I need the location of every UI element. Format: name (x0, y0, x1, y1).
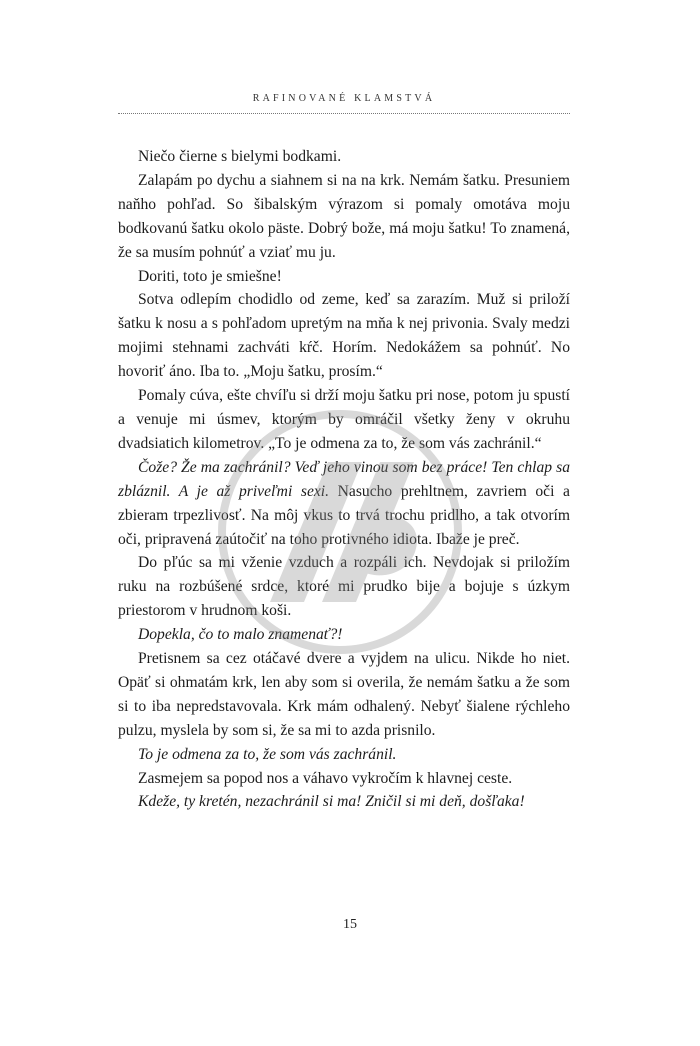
header-divider (118, 113, 570, 114)
paragraph-continuation: Nasucho prehltnem, zavriem oči a zbieram trpezlivosť. Na môj vkus to trvá trochu pridlho, a tak otvorím oči, pripravená zaútočiť na toho protivného idiota. Ibaže je preč. (118, 482, 570, 548)
italic-paragraph: Dopekla, čo to malo znamenať?! (138, 626, 343, 644)
italic-paragraph: To je odmena za to, že som vás zachránil. (138, 745, 397, 763)
page-number: 15 (343, 917, 357, 932)
paragraph (118, 456, 570, 552)
paragraph: Sotva odlepím chodidlo od zeme, keď sa zarazím. Muž si priloží šatku k nosu a s pohľadom upretým na mňa k nej privonia. Svaly medzi mojimi stehnami zachváti kŕč. Horím. Nedokážem sa pohnúť. No hovoriť áno. Iba to. „Moju šatku, prosím.“ (118, 291, 570, 381)
paragraph: Doriti, toto je smiešne! (138, 267, 282, 285)
body-text (118, 145, 570, 814)
paragraph: Pretisnem sa cez otáčavé dvere a vyjdem na ulicu. Nikde ho niet. Opäť si ohmatám krk, len aby som si overila, že nemám šatku a že som si to iba nepredstavovala. Krk mám odhalený. Nebyť šialene rýchleho pulzu, myslela by som si, že sa mi to azda prisnilo. (118, 650, 570, 739)
paragraph: Niečo čierne s bielymi bodkami. (138, 148, 342, 165)
paragraph: Do pľúc sa mi vženie vzduch a rozpáli ich. Nevdojak si priložím ruku na rozbúšené srdce, ktoré mi prudko bije a bojuje s úzkym priestorom v hrudnom koši. (118, 554, 570, 620)
paragraph: Zalapám po dychu a siahnem si na na krk. Nemám šatku. Presuniem naňho pohľad. So šibalským výrazom si pomaly omotáva moju bodkovanú šatku okolo päste. Dobrý bože, má moju šatku! To znamená, že sa musím pohnúť a vziať mu ju. (118, 171, 570, 261)
italic-thought: Čože? Že ma zachránil? Veď jeho vinou som bez práce! Ten chlap sa zbláznil. A je až priveľmi sexi. (118, 458, 570, 500)
italic-paragraph: Kdeže, ty kretén, nezachránil si ma! Zničil si mi deň, došľaka! (138, 793, 525, 811)
paragraph: Zasmejem sa popod nos a váhavo vykročím k hlavnej ceste. (138, 769, 513, 787)
running-header: RAFINOVANÉ KLAMSTVÁ (252, 93, 436, 104)
paragraph: Pomaly cúva, ešte chvíľu si drží moju šatku pri nose, potom ju spustí a venuje mi úsmev, ktorým by omráčil všetky ženy v okruhu dvadsiatich kilometrov. „To je odmena za to, že som vás zachránil.“ (118, 387, 570, 452)
